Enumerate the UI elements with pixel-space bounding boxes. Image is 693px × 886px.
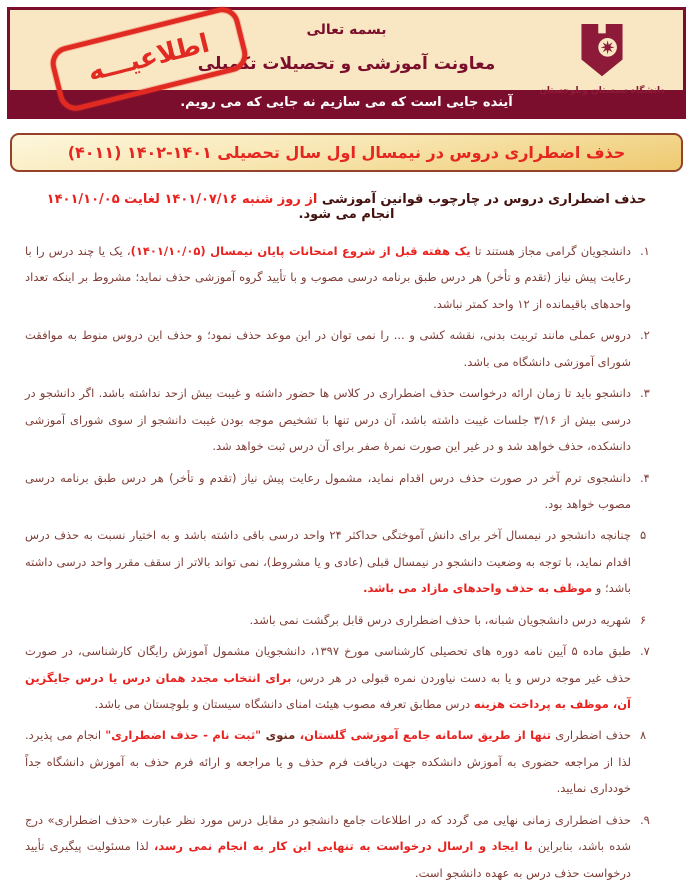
item-number: ۶ <box>640 612 647 627</box>
highlighted-text: از روز شنبه ۱۴۰۱/۰۷/۱۶ لغایت ۱۴۰۱/۱۰/۰۵ <box>46 192 318 207</box>
highlighted-text: برای انتخاب مجدد همان درس یا درس جایگزین آن، موظف به پرداخت هزینه <box>25 670 631 711</box>
body-text: دانشجو باید تا زمان ارائه درخواست حذف اضطراری در کلاس ها حضور داشته و غیبت بیش ازحد نداشته باشد. اگر دانشجو در درسی بیش از ۳/۱۶ جلسات غیبت داشته باشد، آن درس تنها با تشخیص موجه بودن غیبت دانشجو از سوی شورای آموزشی دانشکده، حذف خواهد شد و در غیر این صورت نمرهٔ صفر برای آن درس ثبت خواهد شد. <box>25 386 631 454</box>
list-item <box>25 380 660 459</box>
highlighted-text: با ایجاد و ارسال درخواست به تنهایی این کار به انجام نمی رسد، <box>154 839 533 854</box>
highlighted-text: "ثبت نام - حذف اضطراری" <box>105 728 262 743</box>
item-number: ۳. <box>640 386 650 401</box>
item-text <box>25 638 631 717</box>
body-text: دانشجویان گرامی مجاز هستند تا <box>470 244 632 258</box>
header-banner <box>7 7 686 119</box>
body-text: انجام می پذیرد. لذا از مراجعه حضوری به آموزش دانشکده جهت دریافت فرم حذف و یا مراجعه و ارائه فرم حذف به آموزش دانشگاه جداً خودداری نمایید. <box>25 728 631 796</box>
highlighted-text: تنها از طریق سامانه جامع آموزشی گلستان، <box>299 728 552 743</box>
page-title: حذف اضطراری دروس در نیمسال اول سال تحصیلی ۱۴۰۱-۱۴۰۲ (۴۰۱۱) <box>10 133 683 172</box>
list-item <box>25 465 660 518</box>
highlighted-text: موظف به حذف واحدهای مازاد می باشد. <box>363 581 593 596</box>
item-number: ۹. <box>640 812 650 827</box>
item-text <box>25 807 631 886</box>
body-text: ، یک یا چند درس را با رعایت پیش نیاز (تقدم و تأخر) هر درس طبق برنامه درسی مصوب و با تأیید گروه آموزشی حذف نماید؛ مشروط بر اینکه تعداد واحدهای باقیمانده از ۱۲ واحد کمتر نباشد. <box>25 244 631 311</box>
list-item <box>25 522 660 601</box>
body-text: دانشجوی ترم آخر در صورت حذف درس اقدام نماید، مشمول رعایت پیش نیاز (تقدم و تأخر) هر درس طبق برنامه درسی مصوب خواهد بود. <box>25 470 631 511</box>
item-text <box>25 607 631 633</box>
item-number: ۵ <box>640 528 647 543</box>
item-number: ۱. <box>640 244 650 258</box>
highlighted-text: یک هفته قبل از شروع امتحانات پایان نیمسال (۱۴۰۱/۱۰/۰۵) <box>130 244 471 258</box>
subtitle <box>28 192 665 222</box>
body-text: چنانچه دانشجو در نیمسال آخر برای دانش آموختگی حداکثر ۲۴ واحد درسی باقی داشته باشد و به اختیار نسبت به حذف درس اقدام نماید، با توجه به وضعیت دانشجو در نیمسال قبلی (عادی و یا مشروط)، نمی تواند بالاتر از سقف مقرر واحد درسی داشته باشد؛ و <box>25 528 631 596</box>
university-logo-icon <box>574 22 630 82</box>
item-text <box>25 522 631 601</box>
body-text: حذف اضطراری دروس در چارچوب قوانین آموزشی <box>317 192 647 207</box>
item-number: ۴. <box>640 470 650 485</box>
item-text <box>25 238 631 317</box>
item-text <box>25 722 631 801</box>
list-item <box>25 722 660 801</box>
list-item <box>25 607 660 633</box>
body-text: منوی <box>261 728 300 743</box>
item-text <box>25 465 631 518</box>
list-item <box>25 322 660 375</box>
list-item <box>25 807 660 886</box>
motto-strip: آینده جایی است که می سازیم نه جایی که می رویم. <box>10 90 683 116</box>
body-text: لذا مسئولیت پیگیری تأیید درخواست حذف درس به عهده دانشجو است. <box>25 839 631 880</box>
university-name: دانشگاه سیستان وبلوچستان <box>539 86 665 96</box>
list-item <box>25 638 660 717</box>
item-number: ۷. <box>640 644 650 659</box>
body-text: طبق ماده ۵ آیین نامه دوره های تحصیلی کارشناسی مورخ ۱۳۹۷، دانشجویان مشمول آموزش رایگان کارشناسی، در صورت حذف غیر موجه درس و یا به دست نیاوردن نمره قبولی در هر درس، <box>25 644 632 685</box>
university-logo <box>537 22 667 96</box>
item-text <box>25 380 631 459</box>
body-text: انجام می شود. <box>298 207 395 222</box>
body-text: دروس عملی مانند تربیت بدنی، نقشه کشی و ... را نمی توان در این موعد حذف نمود؛ و حذف این دروس منوط به موافقت شورای آموزشی دانشگاه می باشد. <box>25 328 631 369</box>
stamp-label: اطلاعیـــه <box>84 28 213 88</box>
body-text: شهریه درس دانشجویان شبانه، با حذف اضطراری درس قابل برگشت نمی باشد. <box>249 612 631 627</box>
department-title: معاونت آموزشی و تحصیلات تکمیلی <box>197 54 496 74</box>
bismillah-text: بسمه تعالی <box>306 22 387 38</box>
body-text: حذف اضطراری زمانی نهایی می گردد که در اطلاعات جامع دانشجو در مقابل درس مورد نظر عبارت «حذف اضطراری» درج شده باشد، بنابراین <box>25 812 631 854</box>
body-text: حذف اضطراری <box>551 728 631 743</box>
item-text <box>25 322 631 375</box>
items-list <box>25 238 660 886</box>
item-number: ۸ <box>640 728 647 743</box>
announcement-page <box>0 7 693 880</box>
body-text: درس مطابق تعرفه مصوب هیئت امنای دانشگاه سیستان و بلوچستان می باشد. <box>94 697 474 711</box>
list-item <box>25 238 660 317</box>
item-number: ۲. <box>640 328 650 343</box>
